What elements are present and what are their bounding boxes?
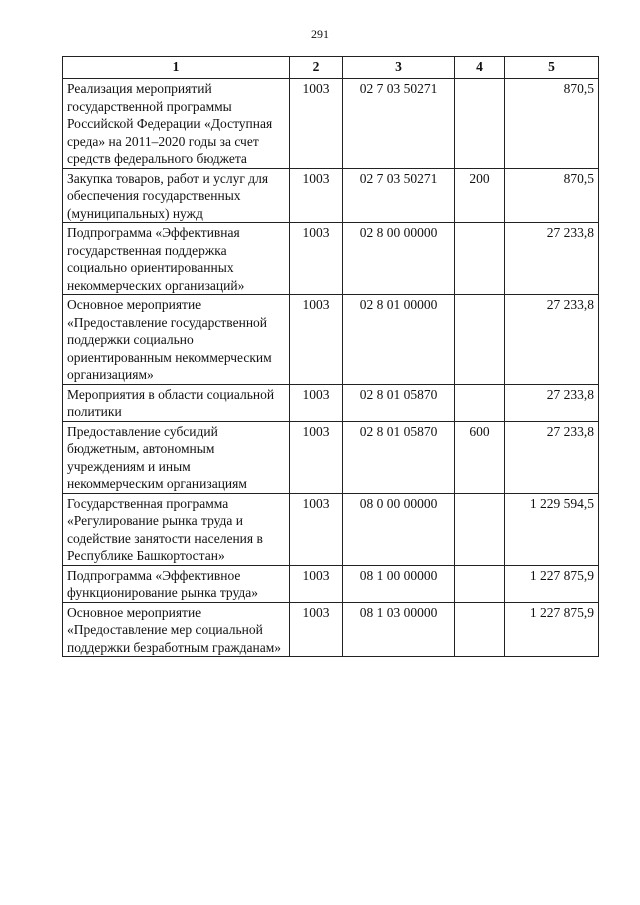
row-expense-type: 600 bbox=[455, 421, 505, 493]
row-name: Основное мероприятие «Предоставление мер социальной поддержки безработным гражданам» bbox=[63, 602, 290, 657]
row-amount: 27 233,8 bbox=[505, 295, 599, 385]
row-section: 1003 bbox=[290, 223, 343, 295]
row-section: 1003 bbox=[290, 602, 343, 657]
column-header-2: 2 bbox=[290, 57, 343, 79]
row-name: Реализация мероприятий государственной программы Российской Федерации «Доступная среда» на 2011–2020 годы за счет средств федерального бюджета bbox=[63, 79, 290, 169]
column-header-4: 4 bbox=[455, 57, 505, 79]
table-row bbox=[63, 223, 599, 295]
page-number: 291 bbox=[311, 27, 329, 41]
row-expense-type bbox=[455, 565, 505, 602]
row-expense-type bbox=[455, 223, 505, 295]
row-expense-type bbox=[455, 602, 505, 657]
row-section: 1003 bbox=[290, 565, 343, 602]
row-amount: 870,5 bbox=[505, 79, 599, 169]
table-row bbox=[63, 493, 599, 565]
row-section: 1003 bbox=[290, 295, 343, 385]
row-target-article: 02 7 03 50271 bbox=[343, 79, 455, 169]
table-row bbox=[63, 421, 599, 493]
row-expense-type bbox=[455, 295, 505, 385]
row-name: Подпрограмма «Эффективное функционирование рынка труда» bbox=[63, 565, 290, 602]
row-name: Мероприятия в области социальной политики bbox=[63, 384, 290, 421]
table-row bbox=[63, 79, 599, 169]
row-name: Основное мероприятие «Предоставление государственной поддержки социально ориентированным некоммерческим организациям» bbox=[63, 295, 290, 385]
row-section: 1003 bbox=[290, 384, 343, 421]
row-amount: 870,5 bbox=[505, 168, 599, 223]
row-target-article: 08 1 00 00000 bbox=[343, 565, 455, 602]
row-section: 1003 bbox=[290, 421, 343, 493]
column-header-5: 5 bbox=[505, 57, 599, 79]
row-name: Закупка товаров, работ и услуг для обеспечения государственных (муниципальных) нужд bbox=[63, 168, 290, 223]
row-target-article: 02 8 01 00000 bbox=[343, 295, 455, 385]
budget-table bbox=[62, 56, 599, 657]
row-target-article: 08 1 03 00000 bbox=[343, 602, 455, 657]
table-row bbox=[63, 565, 599, 602]
row-target-article: 02 8 01 05870 bbox=[343, 384, 455, 421]
column-header-1: 1 bbox=[63, 57, 290, 79]
row-amount: 1 227 875,9 bbox=[505, 565, 599, 602]
row-name: Государственная программа «Регулирование рынка труда и содействие занятости населения в Республике Башкортостан» bbox=[63, 493, 290, 565]
row-section: 1003 bbox=[290, 79, 343, 169]
row-name: Предоставление субсидий бюджетным, автономным учреждениям и иным некоммерческим организациям bbox=[63, 421, 290, 493]
header-row bbox=[63, 57, 599, 79]
row-amount: 1 227 875,9 bbox=[505, 602, 599, 657]
row-name: Подпрограмма «Эффективная государственная поддержка социально ориентированных некоммерческих организаций» bbox=[63, 223, 290, 295]
table-row bbox=[63, 295, 599, 385]
row-section: 1003 bbox=[290, 168, 343, 223]
column-header-3: 3 bbox=[343, 57, 455, 79]
row-expense-type bbox=[455, 384, 505, 421]
row-expense-type bbox=[455, 79, 505, 169]
row-target-article: 02 8 01 05870 bbox=[343, 421, 455, 493]
row-section: 1003 bbox=[290, 493, 343, 565]
row-target-article: 08 0 00 00000 bbox=[343, 493, 455, 565]
table-row bbox=[63, 384, 599, 421]
table-row bbox=[63, 168, 599, 223]
row-amount: 27 233,8 bbox=[505, 421, 599, 493]
row-target-article: 02 7 03 50271 bbox=[343, 168, 455, 223]
row-amount: 27 233,8 bbox=[505, 384, 599, 421]
row-target-article: 02 8 00 00000 bbox=[343, 223, 455, 295]
row-expense-type: 200 bbox=[455, 168, 505, 223]
row-amount: 1 229 594,5 bbox=[505, 493, 599, 565]
row-amount: 27 233,8 bbox=[505, 223, 599, 295]
row-expense-type bbox=[455, 493, 505, 565]
table-row bbox=[63, 602, 599, 657]
